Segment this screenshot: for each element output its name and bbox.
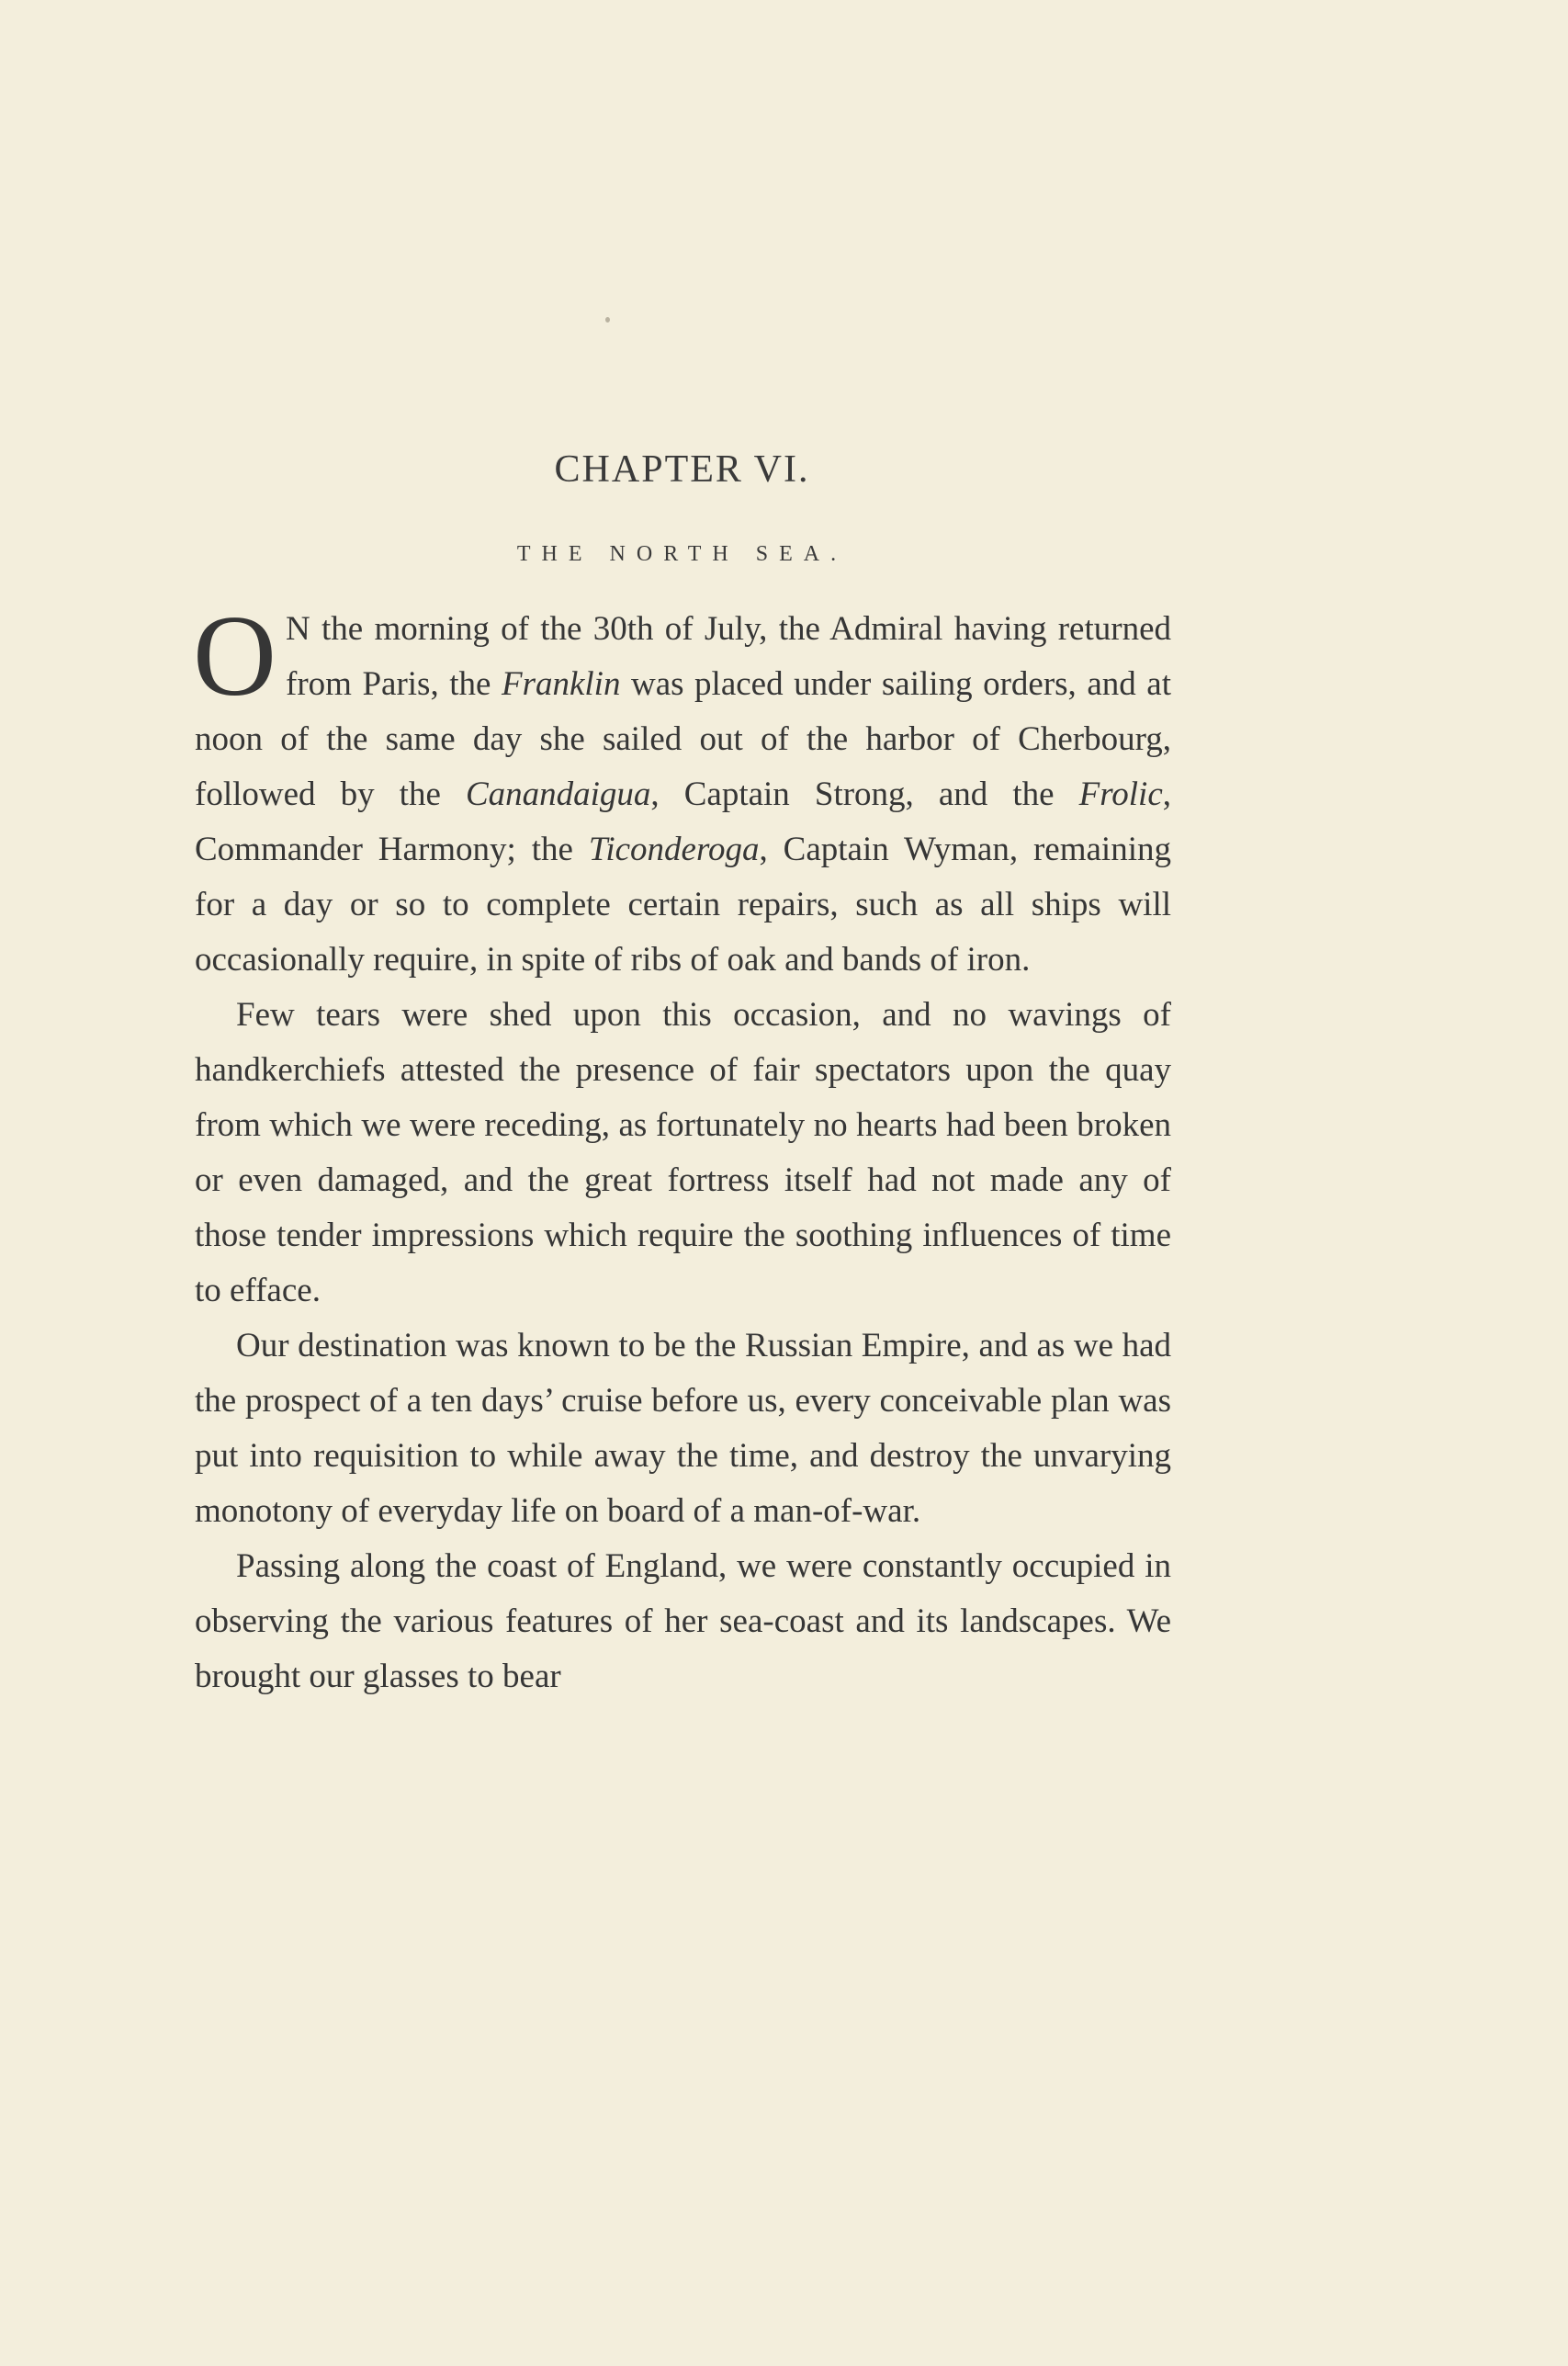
text-run: , Commander Harmony; the: [195, 775, 1171, 868]
text-run: Few tears were shed upon this occasion, and no wavings of handkerchiefs attested the presence of fair spectators upon the quay from which we were receding, as fortunately no hearts had been broken or even damaged, and the great fortress itself had not made any of those tender impressions which require the soothing influences of time to efface.: [195, 996, 1171, 1309]
ship-name: Frolic: [1078, 775, 1163, 813]
paragraph-1: [193, 593, 1171, 988]
text-run: , Captain Strong, and the: [650, 775, 1079, 813]
paragraph-2: [195, 988, 1171, 1319]
ship-name: Canandaigua: [465, 775, 651, 813]
chapter-title: CHAPTER VI.: [554, 448, 810, 491]
chapter-subtitle: THE NORTH SEA.: [516, 542, 848, 566]
ship-name: Franklin: [501, 665, 621, 703]
text-run: Passing along the coast of England, we were constantly occupied in observing the various features of her sea-coast and its landscapes. We brought our glasses to bear: [195, 1547, 1171, 1695]
paper-speck: [605, 317, 610, 323]
text-run: , Captain Wyman, remaining for a day or so to complete certain repairs, such as all ships will occasionally require, in spite of ribs of oak and bands of iron.: [195, 831, 1171, 979]
text-run: Our destination was known to be the Russian Empire, and as we had the prospect of a ten days’ cruise before us, every conceivable plan was put into requisition to while away the time, and destroy the unvarying monotony of everyday life on board of a man-of-war.: [195, 1327, 1171, 1530]
text-run: was placed under sailing orders, and at noon of the same day she sailed out of the harbor of Cherbourg, followed by the: [195, 665, 1171, 813]
paragraph-3: [195, 1319, 1171, 1539]
body-text: [193, 593, 1171, 1704]
ship-name: Ticonderoga: [588, 831, 760, 868]
drop-cap: O: [193, 593, 276, 720]
text-run: N the morning of the 30th of July, the Admiral having returned from Paris, the: [286, 610, 1171, 703]
paragraph-4: [195, 1539, 1171, 1704]
